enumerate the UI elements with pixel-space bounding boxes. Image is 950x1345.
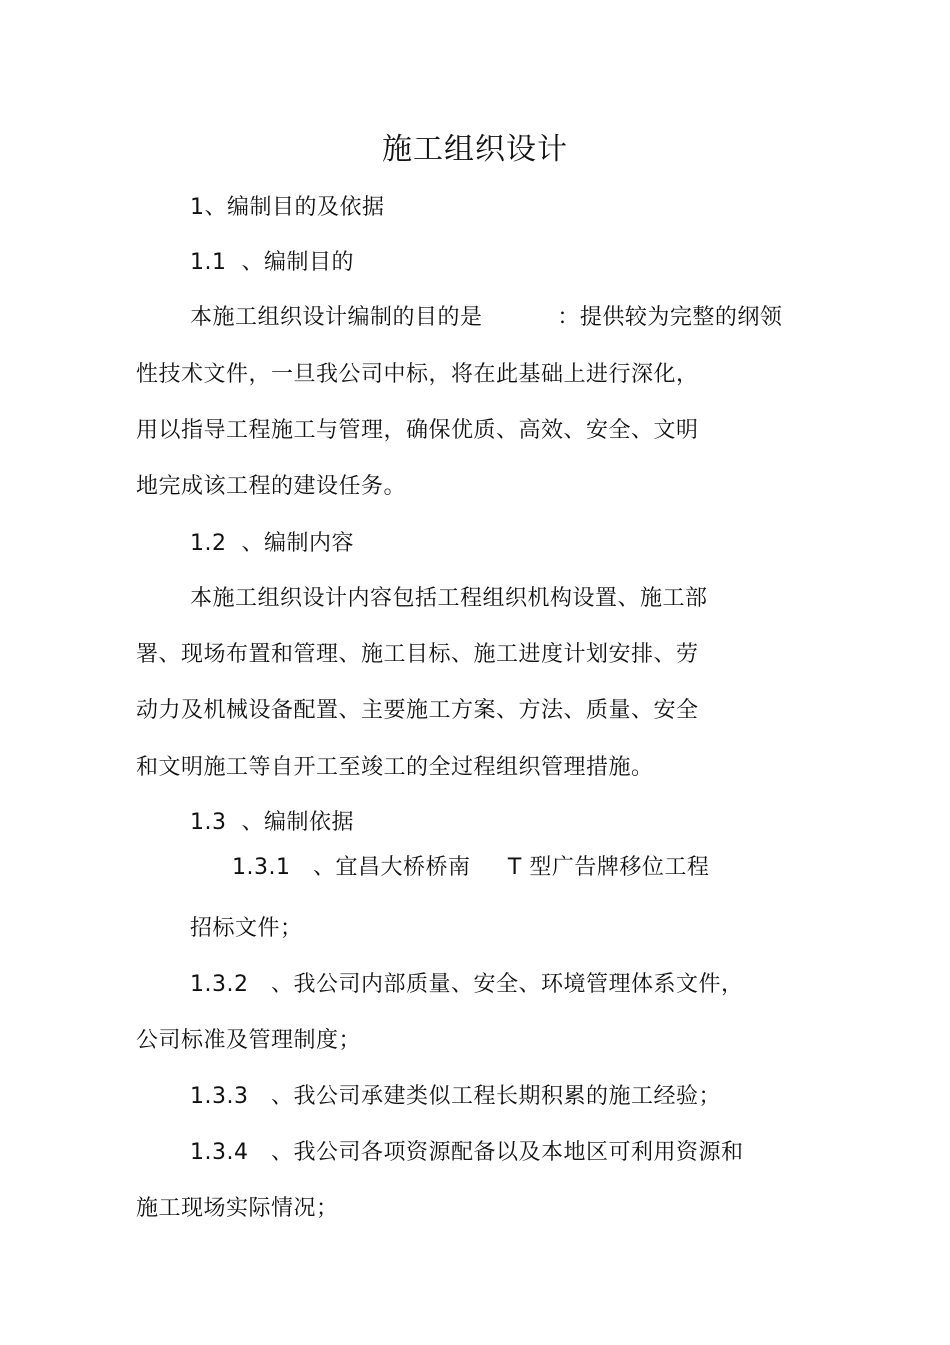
list-item-1-3-3: 1.3.3 、我公司承建类似工程长期积累的施工经验； [190,1084,721,1109]
list-item-1-3-2: 1.3.2 、我公司内部质量、安全、环境管理体系文件， [190,972,744,997]
paragraph-line: 招标文件； [190,916,303,941]
paragraph-line: 署、现场布置和管理、施工目标、施工进度计划安排、劳 [136,642,699,667]
heading-section-1-1: 1.1 、编制目的 [190,250,354,275]
paragraph-line: 公司标准及管理制度； [136,1028,362,1053]
heading-section-1: 1、编制目的及依据 [190,195,385,220]
paragraph-line: 本施工组织设计内容包括工程组织机构设置、施工部 [190,586,708,611]
paragraph-line: 本施工组织设计编制的目的是 ：提供较为完整的纲领 [190,305,783,330]
paragraph-line: 地完成该工程的建设任务。 [136,474,407,499]
paragraph-line: 动力及机械设备配置、主要施工方案、方法、质量、安全 [136,698,699,723]
paragraph-line: 和文明施工等自开工至竣工的全过程组织管理措施。 [136,755,654,780]
list-item-1-3-1: 1.3.1 、宜昌大桥桥南 T 型广告牌移位工程 [232,855,710,880]
heading-section-1-2: 1.2 、编制内容 [190,531,354,556]
paragraph-line: 施工现场实际情况； [136,1196,339,1221]
heading-section-1-3: 1.3 、编制依据 [190,810,354,835]
list-item-1-3-4: 1.3.4 、我公司各项资源配备以及本地区可利用资源和 [190,1140,744,1165]
paragraph-line: 用以指导工程施工与管理，确保优质、高效、安全、文明 [136,418,699,443]
document-title: 施工组织设计 [382,132,568,167]
paragraph-line: 性技术文件，一旦我公司中标，将在此基础上进行深化， [136,362,699,387]
